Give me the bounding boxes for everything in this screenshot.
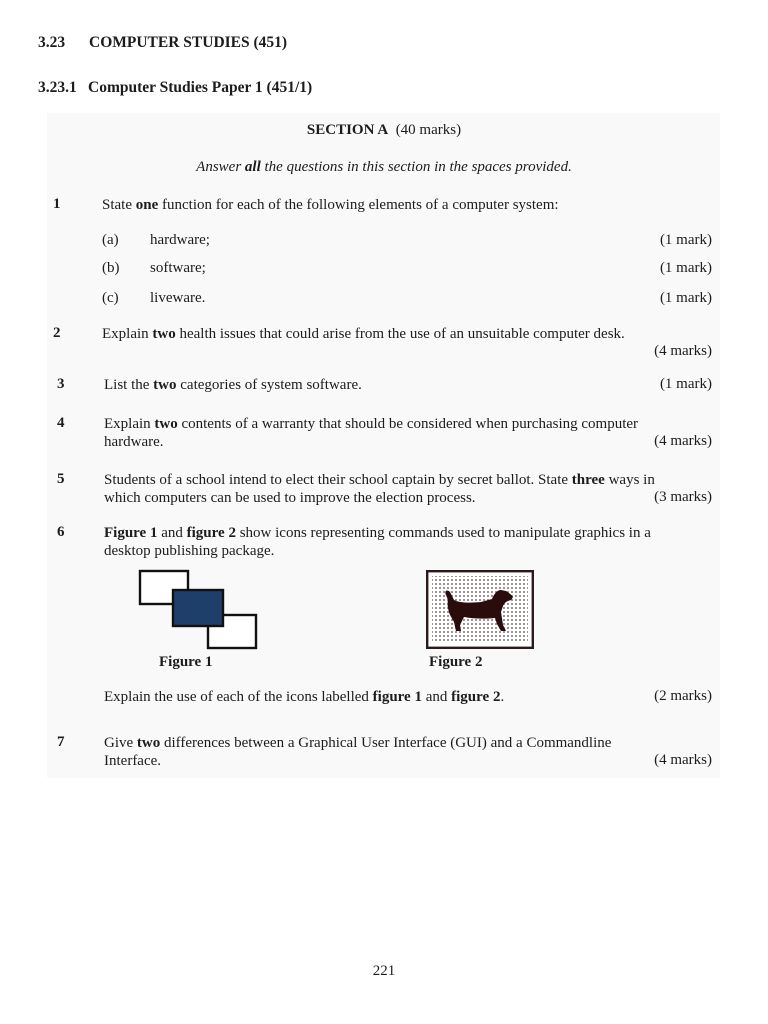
main-heading-number: 3.23: [38, 34, 66, 51]
q1-part-c-marks: (1 mark): [659, 290, 712, 306]
q3-text-pre: List the: [104, 377, 154, 393]
q6-text-bold-1: Figure 1: [104, 525, 158, 541]
q7-text-bold: two: [136, 735, 161, 751]
question-6-number: 6: [57, 524, 65, 540]
q7-text-pre: Give: [104, 735, 137, 751]
question-7-text-line2: Interface.: [104, 753, 162, 769]
question-3-marks: (1 mark): [659, 376, 712, 392]
q6-explain-post: .: [500, 689, 505, 705]
q5-text-post: ways in: [604, 472, 655, 488]
q1-part-b-marks: (1 mark): [659, 260, 712, 276]
question-7-text: [104, 734, 611, 752]
question-5-number: 5: [57, 471, 65, 487]
question-3-text: [104, 376, 362, 394]
q6-explain-pre: Explain the use of each of the icons labelled: [104, 689, 373, 705]
q4-text-pre: Explain: [104, 416, 155, 432]
q1-part-a-letter: (a): [102, 232, 119, 248]
instruction-text-end: the questions in this section in the spaces provided.: [260, 159, 572, 175]
q5-text-pre: Students of a school intend to elect their school captain by secret ballot. State: [104, 472, 572, 488]
q1-part-c-text: liveware.: [150, 290, 206, 306]
question-6-text: [104, 524, 651, 542]
q6-text-1: and: [157, 525, 187, 541]
q6-explain-bold-2: figure 2: [451, 689, 501, 705]
question-2-marks: (4 marks): [654, 343, 712, 359]
q6-explain-bold-1: figure 1: [372, 689, 422, 705]
selected-rectangle: [173, 590, 223, 626]
question-5-marks: (3 marks): [654, 489, 712, 505]
q2-text-bold: two: [152, 326, 176, 342]
question-7-number: 7: [57, 734, 65, 750]
q2-text-post: health issues that could arise from the use of an unsuitable computer desk.: [175, 326, 625, 342]
question-4-text: [104, 415, 638, 433]
q6-text-bold-2: figure 2: [186, 525, 236, 541]
q1-part-c-letter: (c): [102, 290, 119, 306]
page-number: 221: [372, 963, 396, 979]
question-3-number: 3: [57, 376, 65, 392]
q1-text-post: function for each of the following elements of a computer system:: [158, 197, 559, 213]
main-heading-title: COMPUTER STUDIES (451): [89, 34, 288, 51]
question-2-text: [102, 325, 625, 343]
question-6-explain: [104, 688, 504, 706]
q6-explain-mid: and: [421, 689, 452, 705]
question-6-text-line2: desktop publishing package.: [104, 543, 275, 559]
question-2-number: 2: [53, 325, 61, 341]
q4-text-post: contents of a warranty that should be considered when purchasing computer: [177, 416, 639, 432]
q1-part-b-letter: (b): [102, 260, 120, 276]
question-1-text: [102, 196, 559, 214]
q3-text-post: categories of system software.: [176, 377, 362, 393]
question-4-number: 4: [57, 415, 65, 431]
main-heading: [38, 34, 287, 52]
question-4-marks: (4 marks): [654, 433, 712, 449]
q5-text-bold: three: [571, 472, 605, 488]
q1-part-a-text: hardware;: [150, 232, 210, 248]
instruction-text: Answer: [196, 159, 245, 175]
section-name: SECTION A: [306, 122, 389, 138]
section-marks: (40 marks): [395, 122, 462, 138]
figure-2-label: Figure 2: [429, 654, 483, 670]
sub-heading-number: 3.23.1: [38, 79, 77, 96]
instruction-emphasis: all: [244, 159, 261, 175]
figure-1-icon: [138, 569, 260, 652]
question-5-text-line2: which computers can be used to improve the election process.: [104, 490, 476, 506]
q6-text-2: show icons representing commands used to manipulate graphics in a: [235, 525, 651, 541]
section-title: [0, 122, 768, 139]
q1-part-b-text: software;: [150, 260, 206, 276]
figure-1-label: Figure 1: [159, 654, 213, 670]
section-instruction: [0, 159, 768, 176]
sub-heading-title: Computer Studies Paper 1 (451/1): [88, 79, 313, 96]
q1-part-a-marks: (1 mark): [659, 232, 712, 248]
question-7-marks: (4 marks): [654, 752, 712, 768]
q1-text-pre: State: [102, 197, 136, 213]
q4-text-bold: two: [154, 416, 178, 432]
q1-text-bold: one: [135, 197, 159, 213]
q7-text-post: differences between a Graphical User Interface (GUI) and a Commandline: [160, 735, 612, 751]
question-4-text-line2: hardware.: [104, 434, 164, 450]
q3-text-bold: two: [153, 377, 177, 393]
question-1-number: 1: [53, 196, 61, 212]
sub-heading: [38, 79, 312, 97]
q2-text-pre: Explain: [102, 326, 153, 342]
question-5-text: [104, 471, 655, 489]
figure-2-icon: [426, 570, 534, 649]
question-6-marks: (2 marks): [654, 688, 712, 704]
